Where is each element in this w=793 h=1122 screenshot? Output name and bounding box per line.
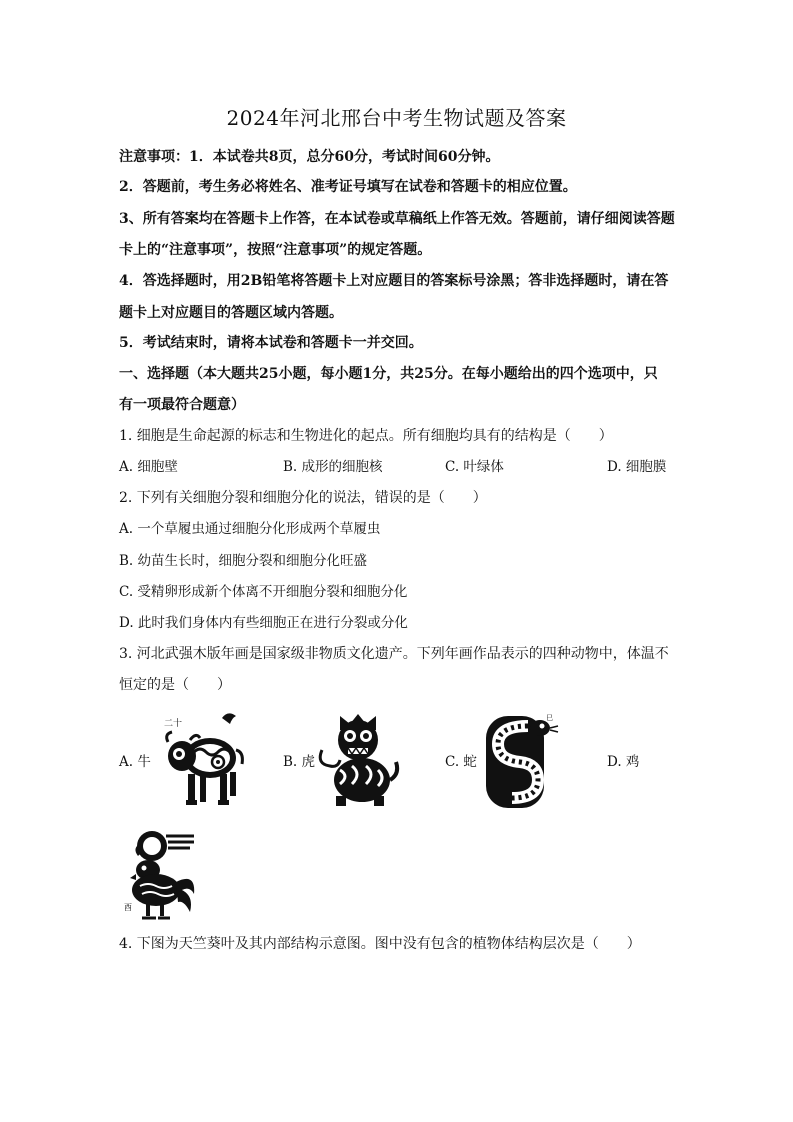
note-line-7: 5．考试结束时，请将本试卷和答题卡一并交回。 [119, 335, 423, 351]
question-2-option-c: C. 受精卵形成新个体离不开细胞分裂和细胞分化 [119, 584, 408, 600]
question-3-option-a: A. 牛 [119, 754, 151, 770]
section-heading-line-1: 一、选择题（本大题共25小题，每小题1分，共25分。在每小题给出的四个选项中，只 [119, 366, 658, 382]
question-3-stem-line-2: 恒定的是（ ） [119, 677, 231, 693]
question-1-stem: 1. 细胞是生命起源的标志和生物进化的起点。所有细胞均具有的结构是（ ） [119, 428, 613, 444]
question-3-option-c: C. 蛇 [445, 754, 477, 770]
question-3-option-d: D. 鸡 [607, 754, 640, 770]
question-1-option-b: B. 成形的细胞核 [283, 459, 383, 475]
note-line-3: 3、所有答案均在答题卡上作答，在本试卷或草稿纸上作答无效。答题前，请仔细阅读答题 [119, 211, 675, 227]
note-line-1: 注意事项：1．本试卷共8页，总分60分，考试时间60分钟。 [119, 149, 500, 165]
question-2-stem: 2. 下列有关细胞分裂和细胞分化的说法，错误的是（ ） [119, 490, 487, 506]
question-2-option-b: B. 幼苗生长时，细胞分裂和细胞分化旺盛 [119, 553, 368, 569]
question-2-option-a: A. 一个草履虫通过细胞分化形成两个草履虫 [119, 521, 381, 537]
note-line-6: 题卡上对应题目的答题区域内答题。 [119, 305, 343, 321]
page-title: 2024年河北邢台中考生物试题及答案 [226, 106, 567, 130]
question-3-option-b: B. 虎 [283, 754, 316, 770]
note-line-2: 2．答题前，考生务必将姓名、准考证号填写在试卷和答题卡的相应位置。 [119, 179, 577, 195]
ox-woodblock-image [162, 708, 244, 810]
svg-text:巳: 巳 [546, 714, 553, 722]
question-1-option-d: D. 细胞膜 [607, 459, 667, 475]
section-heading-line-2: 有一项最符合题意） [119, 397, 245, 413]
question-4-stem: 4. 下图为天竺葵叶及其内部结构示意图。图中没有包含的植物体结构层次是（ ） [119, 936, 641, 952]
note-line-4: 卡上的“注意事项”，按照“注意事项”的规定答题。 [119, 242, 432, 258]
note-line-5: 4．答选择题时，用2B铅笔将答题卡上对应题目的答案标号涂黑；答非选择题时，请在答 [119, 273, 669, 289]
snake-woodblock-image [482, 712, 564, 810]
svg-text:酉: 酉 [124, 903, 132, 912]
question-3-stem-line-1: 3. 河北武强木版年画是国家级非物质文化遗产。下列年画作品表示的四种动物中，体温不 [119, 646, 669, 662]
tiger-woodblock-image [318, 712, 400, 810]
question-1-option-c: C. 叶绿体 [445, 459, 504, 475]
svg-text:二十: 二十 [164, 719, 183, 729]
rooster-woodblock-image [118, 826, 200, 922]
question-2-option-d: D. 此时我们身体内有些细胞正在进行分裂或分化 [119, 615, 408, 631]
question-1-option-a: A. 细胞壁 [119, 459, 178, 475]
